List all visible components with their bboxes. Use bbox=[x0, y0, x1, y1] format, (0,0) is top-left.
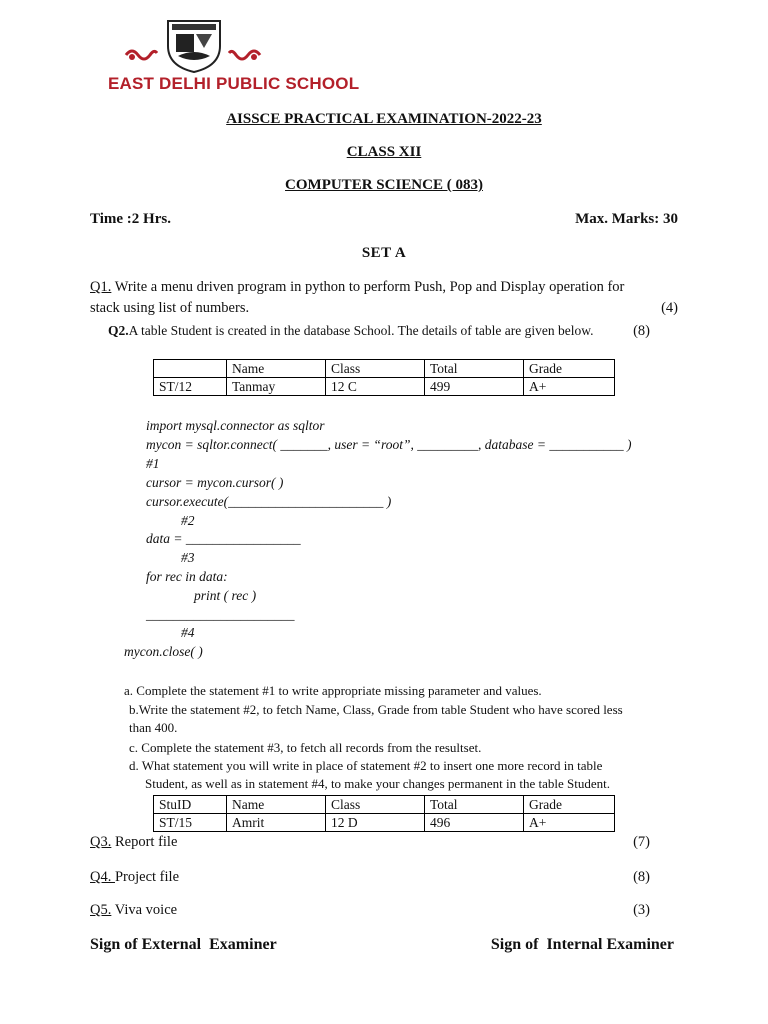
part-b-line2: than 400. bbox=[129, 720, 178, 735]
school-logo bbox=[108, 18, 360, 96]
q1-marks: (4) bbox=[661, 300, 678, 316]
table-header-row bbox=[154, 796, 615, 814]
student-table-2 bbox=[153, 795, 615, 832]
table-cell: StuID bbox=[154, 796, 227, 814]
table-cell bbox=[154, 360, 227, 378]
q5-marks: (3) bbox=[633, 902, 650, 918]
q5-number: Q5. bbox=[90, 902, 112, 918]
table-cell: 499 bbox=[425, 378, 524, 396]
exam-title: AISSCE PRACTICAL EXAMINATION-2022-23 bbox=[226, 111, 542, 127]
table-cell: Name bbox=[227, 360, 326, 378]
table-cell: Class bbox=[326, 796, 425, 814]
table-cell: A+ bbox=[524, 378, 615, 396]
subject-title: COMPUTER SCIENCE ( 083) bbox=[285, 177, 483, 193]
school-name: EAST DELHI PUBLIC SCHOOL bbox=[108, 74, 360, 93]
code-line: ______________________ bbox=[146, 607, 295, 622]
q4-text: Project file bbox=[114, 869, 180, 885]
time-label: Time :2 Hrs. bbox=[90, 211, 171, 227]
q3-text: Report file bbox=[111, 834, 178, 850]
table-cell: Name bbox=[227, 796, 326, 814]
q1-line1 bbox=[90, 279, 624, 296]
max-marks-label: Max. Marks: 30 bbox=[575, 211, 678, 227]
q5-text: Viva voice bbox=[111, 902, 178, 918]
table-cell: Total bbox=[425, 360, 524, 378]
school-crest-icon bbox=[164, 18, 224, 74]
q3-number: Q3. bbox=[90, 834, 112, 850]
table-cell: Total bbox=[425, 796, 524, 814]
q4-number: Q4. bbox=[90, 869, 115, 885]
part-a: a. Complete the statement #1 to write appropriate missing parameter and values. bbox=[124, 683, 542, 698]
external-examiner-sign: Sign of External Examiner bbox=[90, 936, 277, 953]
table-row bbox=[154, 814, 615, 832]
table-cell: A+ bbox=[524, 814, 615, 832]
q2-line bbox=[108, 323, 594, 339]
code-line: cursor.execute(_______________________ ) bbox=[146, 494, 392, 509]
class-title: CLASS XII bbox=[346, 144, 422, 160]
part-d-line2: Student, as well as in statement #4, to make your changes permanent in the table Student. bbox=[145, 776, 610, 791]
internal-examiner-sign: Sign of Internal Examiner bbox=[490, 936, 674, 953]
code-line: mycon = sqltor.connect( _______, user = “root”, _________, database = ___________ ) bbox=[146, 437, 632, 452]
part-b-line1: b.Write the statement #2, to fetch Name, Class, Grade from table Student who have scored less bbox=[129, 702, 623, 717]
q3-line bbox=[90, 834, 177, 851]
q4-marks: (8) bbox=[633, 869, 650, 885]
right-ornament-icon bbox=[228, 46, 262, 64]
part-c: c. Complete the statement #3, to fetch all records from the resultset. bbox=[129, 740, 482, 755]
table-cell: Grade bbox=[524, 796, 615, 814]
q2-number: Q2. bbox=[108, 323, 129, 338]
part-d-line1: d. What statement you will write in place of statement #2 to insert one more record in table bbox=[129, 758, 603, 773]
code-line: #1 bbox=[146, 456, 160, 471]
table-cell: Grade bbox=[524, 360, 615, 378]
code-line: print ( rec ) bbox=[194, 588, 257, 603]
table-cell: 12 C bbox=[326, 378, 425, 396]
table-cell: Tanmay bbox=[227, 378, 326, 396]
set-label: SET A bbox=[361, 245, 407, 261]
left-ornament-icon bbox=[124, 46, 158, 64]
code-line: mycon.close( ) bbox=[124, 644, 203, 659]
q3-marks: (7) bbox=[633, 834, 650, 850]
code-line: import mysql.connector as sqltor bbox=[146, 418, 325, 433]
table-cell: ST/15 bbox=[154, 814, 227, 832]
code-line: #4 bbox=[181, 625, 195, 640]
student-table-1 bbox=[153, 359, 615, 396]
table-cell: Class bbox=[326, 360, 425, 378]
q5-line bbox=[90, 902, 177, 919]
table-row bbox=[154, 378, 615, 396]
q2-text: A table Student is created in the database School. The details of table are given below. bbox=[128, 323, 594, 338]
table-cell: ST/12 bbox=[154, 378, 227, 396]
code-line: data = _________________ bbox=[146, 531, 301, 546]
code-line: #3 bbox=[181, 550, 195, 565]
q4-line bbox=[90, 869, 179, 886]
q1-line2: stack using list of numbers. bbox=[90, 300, 250, 316]
table-header-row bbox=[154, 360, 615, 378]
q1-text: Write a menu driven program in python to perform Push, Pop and Display operation for bbox=[111, 279, 625, 295]
table-cell: 12 D bbox=[326, 814, 425, 832]
q1-number: Q1. bbox=[90, 279, 112, 295]
q2-marks: (8) bbox=[633, 323, 650, 339]
code-line: cursor = mycon.cursor( ) bbox=[146, 475, 284, 490]
code-line: for rec in data: bbox=[146, 569, 228, 584]
table-cell: Amrit bbox=[227, 814, 326, 832]
table-cell: 496 bbox=[425, 814, 524, 832]
code-line: #2 bbox=[181, 513, 195, 528]
